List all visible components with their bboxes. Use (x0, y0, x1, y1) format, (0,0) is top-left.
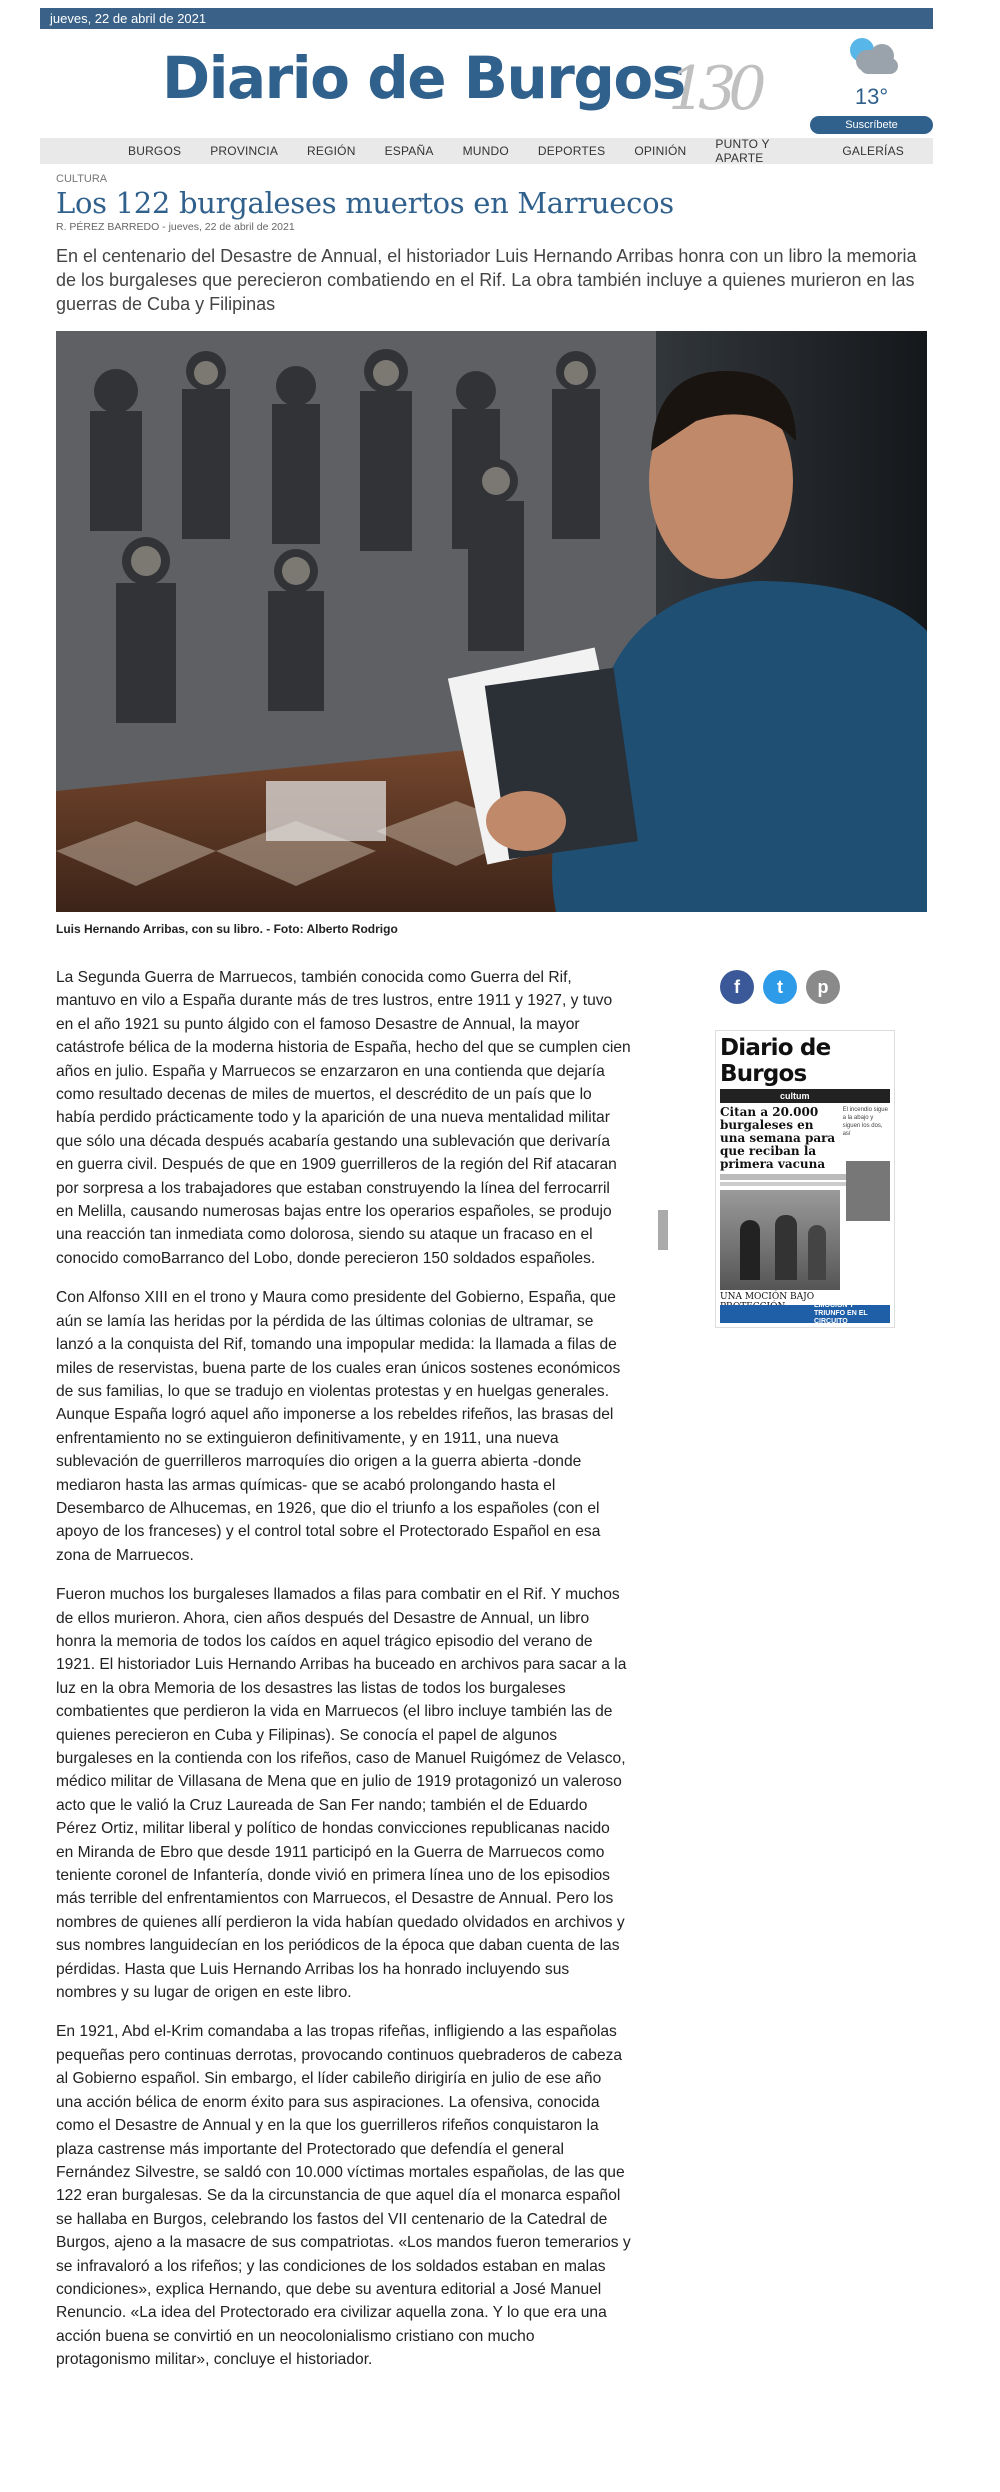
facebook-icon[interactable]: f (720, 970, 754, 1004)
nav-item-galerias[interactable]: GALERÍAS (842, 144, 904, 158)
frontpage-masthead: Diario de Burgos (720, 1035, 831, 1087)
article-byline: R. PÉREZ BARREDO - jueves, 22 de abril de 2021 (56, 221, 295, 233)
twitter-icon[interactable]: t (763, 970, 797, 1004)
front-page-thumbnail[interactable] (715, 1030, 895, 1328)
article-paragraph: La Segunda Guerra de Marruecos, también conocida como Guerra del Rif, mantuvo en vilo a España durante más de tres lustros, entre 1911 y 1927, y tuvo en el año 1921 su punto álgido con el famoso Desastre de Annual, la mayor catástrofe bélica de la moderna historia de España, hecho del que se cumplen cien años en julio. España y Marruecos se enzarzaron en una contienda que dejaría como resultado decenas de miles de muertos, el descrédito de un país que lo había perdido prácticamente todo y la aparición de una nueva mentalidad militar que sólo una década después acabaría gestando una sublevación que derivaría en guerra civil. Después de que en 1909 guerrilleros de la región del Rif atacaran por sorpresa a los trabajadores que estaban construyendo la línea del ferrocarril en Melilla, causando numerosas bajas entre los operarios españoles, se produjo una reacción tan inmediata como dolorosa, siendo su ataque un fracaso en el conocido comoBarranco del Lobo, donde perecieron 150 soldados españoles. (56, 969, 631, 1267)
article-photo (56, 331, 927, 912)
frontpage-headline: Citan a 20.000 burgaleses en una semana para que reciban la primera vacuna (720, 1105, 836, 1171)
nav-item-deportes[interactable]: DEPORTES (537, 144, 606, 158)
date-bar (40, 8, 933, 29)
frontpage-side-text: El incendio sigue a la abajo y siguen los dos, así (842, 1107, 888, 1137)
nav-item-opinion[interactable]: OPINIÓN (634, 144, 687, 158)
article-paragraph: Fueron muchos los burgaleses llamados a filas para combatir en el Rif. Y muchos de ellos murieron. Ahora, cien años después del Desastre de Annual, un libro honra la memoria de todos los caídos en aquel trágico episodio del verano de 1921. El historiador Luis Hernando Arribas ha buceado en archivos para sacar a la luz en la obra Memoria de los desastres las listas de todos los burgaleses combatientes que perdieron la vida en Marruecos (el libro incluye también las de quienes perecieron en Cuba y Filipinas). Se conocía el papel de algunos burgaleses en la contienda con los rifeños, caso de Manuel Ruigómez de Velasco, médico militar de Villasana de Mena que en julio de 1919 protagonizó un valeroso acto que le valió la Cruz Laureada de San Fer nando; también el de Eduardo Pérez Ortiz, militar liberal y político de hondas convicciones republicanas nacido en Miranda de Ebro que desde 1911 participó en la Guerra de Marruecos como teniente coronel de Infantería, donde vivió en primera línea uno de los episodios más terrible del enfrentamientos con Marruecos, el Desastre de Annual. Pero los nombres de quienes allí perdieron la vida habían quedado olvidados en archivos y sus nombres languidecían en los periódicos de la época que daban cuenta de las pérdidas. Hasta que Luis Hernando Arribas los ha honrado incluyendo sus nombres y su lugar de origen en este libro. (56, 1586, 627, 2002)
frontpage-tag: cultum (780, 1091, 810, 1101)
section-tag[interactable]: CULTURA (56, 173, 108, 185)
article-subtitle: En el centenario del Desastre de Annual, el historiador Luis Hernando Arribas honra con un libro la memoria de los burgaleses que perecieron combatiendo en el Rif. La obra también incluye a quienes murieron en las guerras de Cuba y Filipinas (56, 246, 917, 314)
temperature: 13° (854, 84, 889, 109)
nav-item-burgos[interactable]: BURGOS (128, 144, 182, 158)
nav-item-espana[interactable]: ESPAÑA (384, 144, 434, 158)
carousel-prev-button[interactable] (658, 1210, 668, 1250)
article-paragraph: En 1921, Abd el-Krim comandaba a las tropas rifeñas, infligiendo a las españolas pequeñas pero continuas derrotas, provocando continuos quebraderos de cabeza al Gobierno español. Sin embargo, el líder cabileño dirigiría en julio de ese año una acción bélica de enorm éxito para sus aspiraciones. La ofensiva, conocida como el Desastre de Annual y en la que los guerrilleros rifeños conquistaron la plaza castrense más importante del Protectorado que defendía el general Fernández Silvestre, se saldó con 10.000 víctimas mortales españolas, de las que 122 eran burgalesas. Se da la circunstancia de que aquel día el monarca español se hallaba en Burgos, celebrando los fastos del VII centenario de la Catedral de Burgos, ajeno a la masacre de sus compatriotas. «Los mandos fueron temerarios y se infravaloró a los rifeños; y las condiciones de los soldados estaban en malas condiciones», explica Hernando, que debe su aventura editorial a José Manuel Renuncio. «La idea del Protectorado era civilizar aquella zona. Y lo que era una acción buena se convirtió en un neocolonialismo cristiano con mucho protagonismo militar», concluye el historiador. (56, 2023, 631, 2369)
article-paragraph: Con Alfonso XIII en el trono y Maura como presidente del Gobierno, España, que aún se lamía las heridas por la pérdida de las últimas colonias de ultramar, se lanzó a la conquista del Rif, tomando una impopular medida: la llamada a filas de miles de reservistas, buena parte de los cuales eran únicos sostenes económicos de sus familias, lo que se tradujo en violentas protestas y en huelgas generales. Aunque España logró aquel año imponerse a los rebeldes rifeños, las brasas del enfrentamiento no se extinguieron definitivamente, y en 1911, una nueva sublevación de guerrilleros marroquíes dio origen a la guerra abierta -donde mediaron hasta las armas químicas- que se acabó prolongando hasta el Desembarco de Alhucemas, en 1926, que dio el triunfo a los españoles (con el apoyo de los franceses) y el control total sobre el Protectorado Español en esa zona de Marruecos. (56, 1289, 621, 1564)
print-icon[interactable]: p (806, 970, 840, 1004)
nav-item-mundo[interactable]: MUNDO (462, 144, 509, 158)
masthead (40, 30, 933, 138)
subscribe-button[interactable]: Suscríbete (810, 116, 933, 134)
main-nav (40, 138, 933, 164)
anniversary-logo: 130 (668, 54, 759, 124)
share-buttons (720, 970, 840, 1004)
partly-cloudy-icon (840, 36, 904, 78)
current-date: jueves, 22 de abril de 2021 (50, 11, 207, 26)
site-logo[interactable]: Diario de Burgos (162, 44, 685, 112)
frontpage-banner: UNA MOCIÓN BAJO (720, 1292, 815, 1302)
nav-item-region[interactable]: REGIÓN (307, 144, 356, 158)
article-body (56, 966, 631, 2388)
article-title: Los 122 burgaleses muertos en Marruecos (56, 186, 674, 220)
nav-item-punto-y-aparte[interactable]: PUNTO Y APARTE (715, 137, 770, 165)
weather-widget (810, 36, 933, 136)
photo-caption: Luis Hernando Arribas, con su libro. - Foto: Alberto Rodrigo (56, 922, 398, 936)
nav-item-provincia[interactable]: PROVINCIA (210, 144, 279, 158)
frontpage-footer: EMOCIÓN Y TRIUNFO EN EL CIRCUITO (814, 1302, 868, 1325)
